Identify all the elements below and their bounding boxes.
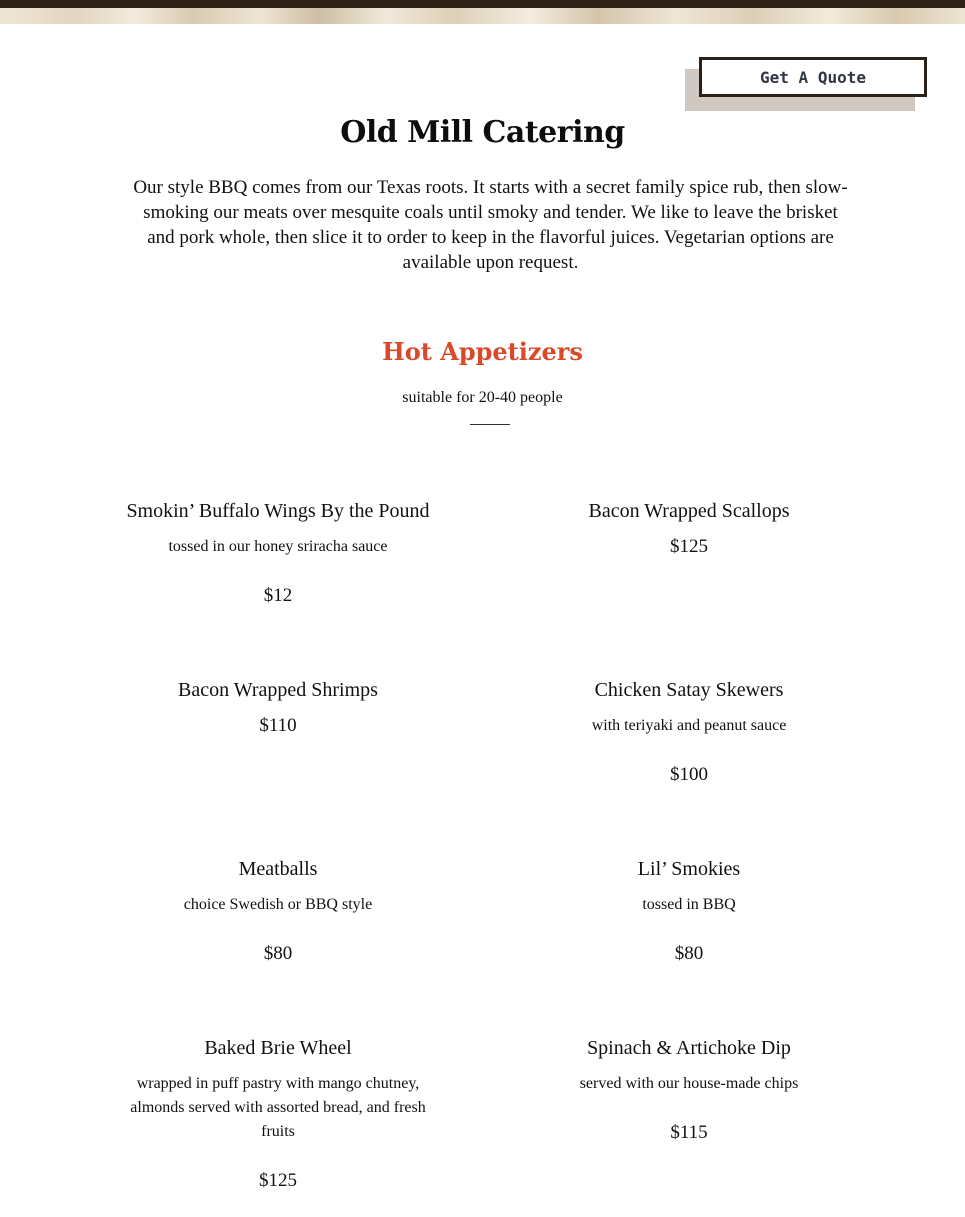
menu-item-description: served with our house-made chips [579,1075,799,1092]
menu-item-name: Smokin’ Buffalo Wings By the Pound [126,500,430,522]
menu-item-price: $110 [259,715,297,736]
menu-item-price: $80 [263,943,293,964]
menu-item-price: $115 [670,1122,708,1143]
menu-item-price: $125 [259,1170,297,1191]
intro-paragraph: Our style BBQ comes from our Texas roots. It starts with a secret family spice rub, then slow-smoking our meats over mesquite coals until smoky and tender. We like to leave the brisket and pork whole, then slice it to order to keep in the flavorful juices. Vegetarian options are available upon request. [133,177,848,273]
menu-item [529,856,849,966]
top-bar [0,0,965,8]
menu-item-description: tossed in BBQ [642,896,736,913]
menu-item [118,498,438,608]
decorative-banner-strip [0,8,965,24]
menu-item-price: $125 [670,536,708,557]
menu-item-name: Spinach & Artichoke Dip [587,1037,791,1059]
menu-item [118,677,438,738]
menu-item-description: tossed in our honey sriracha sauce [168,538,388,555]
menu-item-name: Bacon Wrapped Scallops [588,500,790,522]
menu-item-price: $80 [674,943,704,964]
menu-item [118,856,438,966]
menu-item-description: with teriyaki and peanut sauce [591,717,787,734]
menu-item [529,498,849,559]
menu-item [529,677,849,787]
section-divider [470,424,510,425]
menu-item-description: choice Swedish or BBQ style [183,896,373,913]
page-title: Old Mill Catering [340,115,625,150]
menu-item-price: $12 [263,585,293,606]
menu-item [529,1035,849,1145]
menu-item-name: Baked Brie Wheel [204,1037,352,1059]
menu-item-name: Lil’ Smokies [637,858,741,880]
menu-item-name: Chicken Satay Skewers [594,679,784,701]
get-a-quote-button[interactable]: Get A Quote [699,57,927,97]
menu-item-name: Bacon Wrapped Shrimps [178,679,378,701]
section-title: Hot Appetizers [382,337,583,366]
menu-item [118,1035,438,1193]
menu-item-description: wrapped in puff pastry with mango chutney, almonds served with assorted bread, and fresh fruits [130,1075,426,1140]
section-subtitle: suitable for 20-40 people [402,389,563,406]
menu-item-name: Meatballs [238,858,318,880]
menu-item-price: $100 [670,764,708,785]
